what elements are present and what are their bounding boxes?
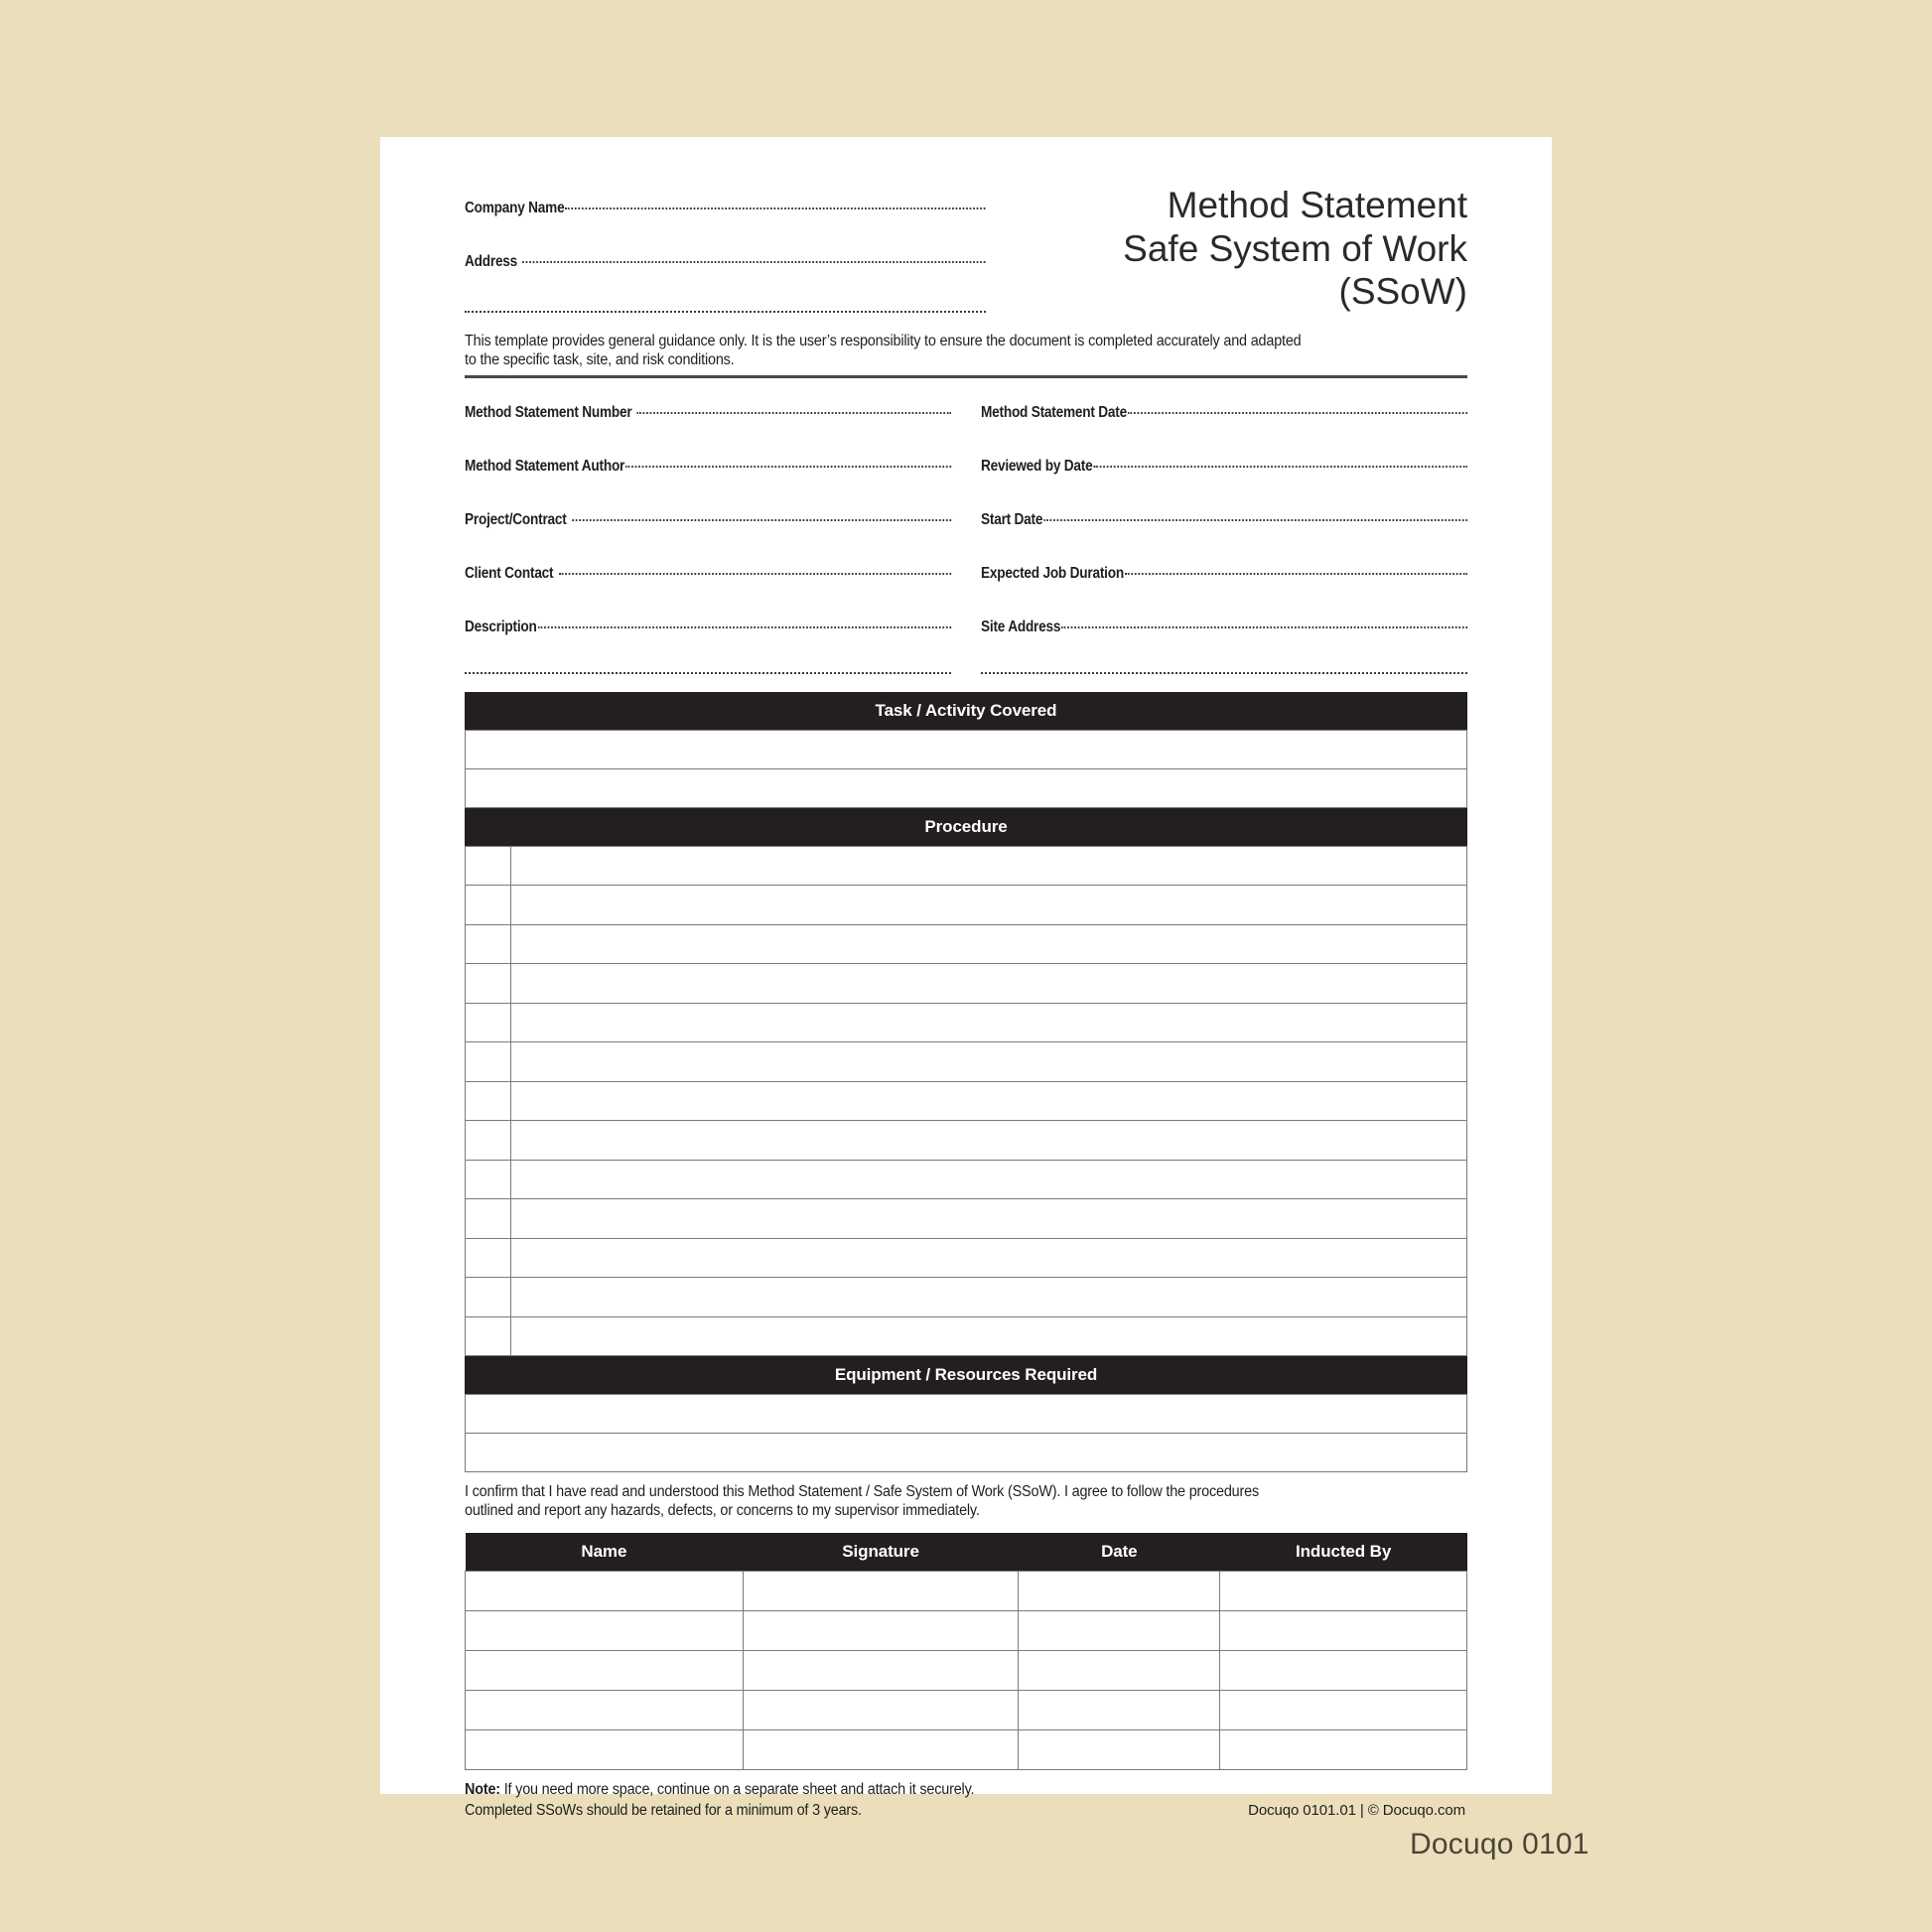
- table-row[interactable]: [466, 730, 1467, 768]
- table-row[interactable]: [466, 768, 1467, 807]
- task-cell[interactable]: [466, 730, 1467, 768]
- company-name-field[interactable]: [465, 200, 986, 217]
- column-header-inducted-by: Inducted By: [1220, 1533, 1467, 1571]
- table-row[interactable]: [466, 846, 1467, 886]
- field-label: Site Address: [981, 618, 1061, 635]
- metadata-right-column: [981, 404, 1467, 674]
- procedure-step-text-cell[interactable]: [511, 1199, 1467, 1239]
- column-header-date: Date: [1019, 1533, 1220, 1571]
- footer-note-line-2: Completed SSoWs should be retained for a minimum of 3 years.: [465, 1801, 862, 1819]
- signoff-cell-date[interactable]: [1019, 1690, 1220, 1729]
- spacer: [465, 583, 951, 619]
- signoff-cell-signature[interactable]: [743, 1729, 1019, 1769]
- procedure-step-number-cell[interactable]: [466, 1316, 511, 1356]
- field-label: Description: [465, 618, 537, 635]
- procedure-step-text-cell[interactable]: [511, 1160, 1467, 1199]
- field-leader[interactable]: [559, 573, 951, 575]
- field-leader[interactable]: [1043, 519, 1467, 521]
- field-leader[interactable]: [1125, 573, 1467, 575]
- procedure-step-number-cell[interactable]: [466, 1238, 511, 1278]
- signoff-cell-date[interactable]: [1019, 1729, 1220, 1769]
- procedure-step-text-cell[interactable]: [511, 1081, 1467, 1121]
- procedure-step-number-cell[interactable]: [466, 1160, 511, 1199]
- address-field[interactable]: [465, 253, 986, 271]
- column-header-signature: Signature: [743, 1533, 1019, 1571]
- footer-note-line-1: [465, 1780, 1013, 1801]
- metadata-fields: [465, 404, 1467, 674]
- signoff-cell-inducted-by[interactable]: [1220, 1610, 1467, 1650]
- metadata-left-column: [465, 404, 951, 674]
- footer-note: [465, 1780, 1013, 1822]
- field-label: Method Statement Author: [465, 457, 625, 475]
- table-row[interactable]: [466, 1571, 1467, 1610]
- company-address-block: [465, 182, 986, 313]
- signoff-table: [465, 1533, 1467, 1770]
- field-label: Reviewed by Date: [981, 457, 1093, 475]
- task-activity-heading: Task / Activity Covered: [465, 692, 1467, 730]
- procedure-step-text-cell[interactable]: [511, 886, 1467, 925]
- spacer: [981, 583, 1467, 619]
- document-title: [1001, 182, 1467, 314]
- table-row[interactable]: [466, 1081, 1467, 1121]
- table-row[interactable]: [466, 1160, 1467, 1199]
- task-activity-table: [465, 730, 1467, 808]
- signoff-body: [466, 1571, 1467, 1769]
- field-method-statement-date[interactable]: [981, 404, 1467, 422]
- field-leader[interactable]: [537, 626, 950, 628]
- spacer: [981, 636, 1467, 672]
- task-activity-body: [466, 730, 1467, 807]
- field-label: Method Statement Date: [981, 403, 1127, 421]
- task-cell[interactable]: [466, 768, 1467, 807]
- procedure-step-text-cell[interactable]: [511, 1316, 1467, 1356]
- equipment-heading: Equipment / Resources Required: [465, 1356, 1467, 1394]
- signoff-cell-inducted-by[interactable]: [1220, 1729, 1467, 1769]
- table-row[interactable]: [466, 1610, 1467, 1650]
- company-name-label: Company Name: [465, 200, 565, 216]
- address-leader[interactable]: [522, 261, 985, 263]
- address-label: Address: [465, 253, 518, 270]
- field-leader[interactable]: [1128, 412, 1467, 414]
- procedure-step-number-cell[interactable]: [466, 1081, 511, 1121]
- table-row[interactable]: [466, 1434, 1467, 1472]
- equipment-section: [465, 1356, 1467, 1472]
- table-row[interactable]: [466, 1042, 1467, 1082]
- procedure-step-number-cell[interactable]: [466, 1042, 511, 1082]
- table-row[interactable]: [466, 1650, 1467, 1690]
- field-client-contact[interactable]: [465, 565, 951, 583]
- table-row[interactable]: [466, 1690, 1467, 1729]
- field-label: Method Statement Number: [465, 403, 632, 421]
- header-block: [465, 182, 1467, 314]
- equipment-cell[interactable]: [466, 1434, 1467, 1472]
- title-line-2: Safe System of Work (SSoW): [1123, 227, 1467, 313]
- page-content: [465, 182, 1467, 1821]
- signoff-cell-inducted-by[interactable]: [1220, 1650, 1467, 1690]
- table-row[interactable]: [466, 1316, 1467, 1356]
- spacer: [981, 529, 1467, 565]
- address-leader-second[interactable]: [465, 311, 986, 313]
- procedure-step-text-cell[interactable]: [511, 1121, 1467, 1161]
- spacer: [465, 476, 951, 511]
- procedure-step-text-cell[interactable]: [511, 1278, 1467, 1317]
- field-project-contract[interactable]: [465, 511, 951, 529]
- procedure-section: [465, 808, 1467, 1357]
- table-row[interactable]: [466, 1238, 1467, 1278]
- procedure-step-number-cell[interactable]: [466, 1003, 511, 1042]
- table-row[interactable]: [466, 1121, 1467, 1161]
- procedure-table: [465, 846, 1467, 1357]
- signoff-header-row: [466, 1533, 1467, 1571]
- company-name-leader[interactable]: [565, 207, 985, 209]
- field-leader[interactable]: [625, 466, 951, 468]
- field-description-leader-second[interactable]: [465, 672, 951, 674]
- document-page: [380, 137, 1552, 1820]
- signoff-cell-name[interactable]: [466, 1571, 744, 1610]
- signoff-cell-name[interactable]: [466, 1729, 744, 1769]
- procedure-step-number-cell[interactable]: [466, 886, 511, 925]
- procedure-step-text-cell[interactable]: [511, 1238, 1467, 1278]
- field-method-statement-author[interactable]: [465, 458, 951, 476]
- procedure-step-number-cell[interactable]: [466, 1278, 511, 1317]
- outside-caption: Docuqo 0101: [1410, 1828, 1589, 1861]
- column-header-name: Name: [466, 1533, 744, 1571]
- table-row[interactable]: [466, 1199, 1467, 1239]
- field-expected-job-duration[interactable]: [981, 565, 1467, 583]
- intro-text: [465, 333, 1467, 370]
- table-row[interactable]: [466, 924, 1467, 964]
- signoff-cell-inducted-by[interactable]: [1220, 1690, 1467, 1729]
- signoff-head: [466, 1533, 1467, 1571]
- task-activity-section: [465, 692, 1467, 808]
- field-leader[interactable]: [1093, 466, 1466, 468]
- signoff-cell-signature[interactable]: [743, 1610, 1019, 1650]
- table-row[interactable]: [466, 964, 1467, 1004]
- field-site-address[interactable]: [981, 619, 1467, 636]
- spacer: [465, 636, 951, 672]
- spacer: [465, 271, 986, 311]
- confirmation-line-1: I confirm that I have read and understood this Method Statement / Safe System of Work (SSoW). I agree to follow the procedures: [465, 1483, 1259, 1501]
- procedure-step-text-cell[interactable]: [511, 1003, 1467, 1042]
- note-text: If you need more space, continue on a separate sheet and attach it securely.: [499, 1780, 975, 1798]
- procedure-step-number-cell[interactable]: [466, 964, 511, 1004]
- field-leader[interactable]: [572, 519, 951, 521]
- signoff-cell-signature[interactable]: [743, 1650, 1019, 1690]
- procedure-step-text-cell[interactable]: [511, 1042, 1467, 1082]
- field-description[interactable]: [465, 619, 951, 636]
- signoff-cell-name[interactable]: [466, 1650, 744, 1690]
- field-site-address-leader-second[interactable]: [981, 672, 1467, 674]
- signoff-cell-date[interactable]: [1019, 1610, 1220, 1650]
- spacer: [465, 217, 986, 253]
- table-row[interactable]: [466, 1003, 1467, 1042]
- procedure-step-text-cell[interactable]: [511, 924, 1467, 964]
- procedure-step-number-cell[interactable]: [466, 1121, 511, 1161]
- field-label: Project/Contract: [465, 510, 567, 528]
- procedure-step-number-cell[interactable]: [466, 924, 511, 964]
- equipment-body: [466, 1395, 1467, 1472]
- confirmation-line-2: outlined and report any hazards, defects, or concerns to my supervisor immediately.: [465, 1502, 980, 1520]
- procedure-step-number-cell[interactable]: [466, 846, 511, 886]
- signoff-cell-name[interactable]: [466, 1690, 744, 1729]
- equipment-cell[interactable]: [466, 1395, 1467, 1434]
- intro-line-2: to the specific task, site, and risk conditions.: [465, 350, 735, 368]
- signoff-cell-inducted-by[interactable]: [1220, 1571, 1467, 1610]
- field-method-statement-number[interactable]: [465, 404, 951, 422]
- equipment-table: [465, 1394, 1467, 1472]
- spacer: [981, 422, 1467, 458]
- page-footer: [465, 1780, 1467, 1822]
- field-start-date[interactable]: [981, 511, 1467, 529]
- intro-line-1: This template provides general guidance only. It is the user’s responsibility to ensure the document is completed accurately and adapted: [465, 332, 1302, 349]
- signoff-cell-date[interactable]: [1019, 1650, 1220, 1690]
- field-label: Start Date: [981, 510, 1043, 528]
- field-label: Expected Job Duration: [981, 564, 1124, 582]
- spacer: [465, 422, 951, 458]
- signoff-cell-signature[interactable]: [743, 1690, 1019, 1729]
- note-label: Note:: [465, 1780, 500, 1798]
- header-divider: [465, 375, 1467, 378]
- procedure-step-text-cell[interactable]: [511, 964, 1467, 1004]
- field-leader[interactable]: [637, 412, 951, 414]
- procedure-step-text-cell[interactable]: [511, 846, 1467, 886]
- field-leader[interactable]: [1061, 626, 1467, 628]
- signoff-cell-signature[interactable]: [743, 1571, 1019, 1610]
- title-line-1: Method Statement: [1167, 185, 1467, 225]
- table-row[interactable]: [466, 1395, 1467, 1434]
- procedure-step-number-cell[interactable]: [466, 1199, 511, 1239]
- procedure-body: [466, 846, 1467, 1356]
- signoff-cell-name[interactable]: [466, 1610, 744, 1650]
- footer-credit: Docuqo 0101.01 | © Docuqo.com: [1248, 1802, 1465, 1820]
- procedure-heading: Procedure: [465, 808, 1467, 846]
- spacer: [465, 529, 951, 565]
- table-row[interactable]: [466, 886, 1467, 925]
- table-row[interactable]: [466, 1729, 1467, 1769]
- field-label: Client Contact: [465, 564, 554, 582]
- table-row[interactable]: [466, 1278, 1467, 1317]
- confirmation-text: [465, 1483, 1467, 1521]
- signoff-cell-date[interactable]: [1019, 1571, 1220, 1610]
- field-reviewed-by-date[interactable]: [981, 458, 1467, 476]
- spacer: [981, 476, 1467, 511]
